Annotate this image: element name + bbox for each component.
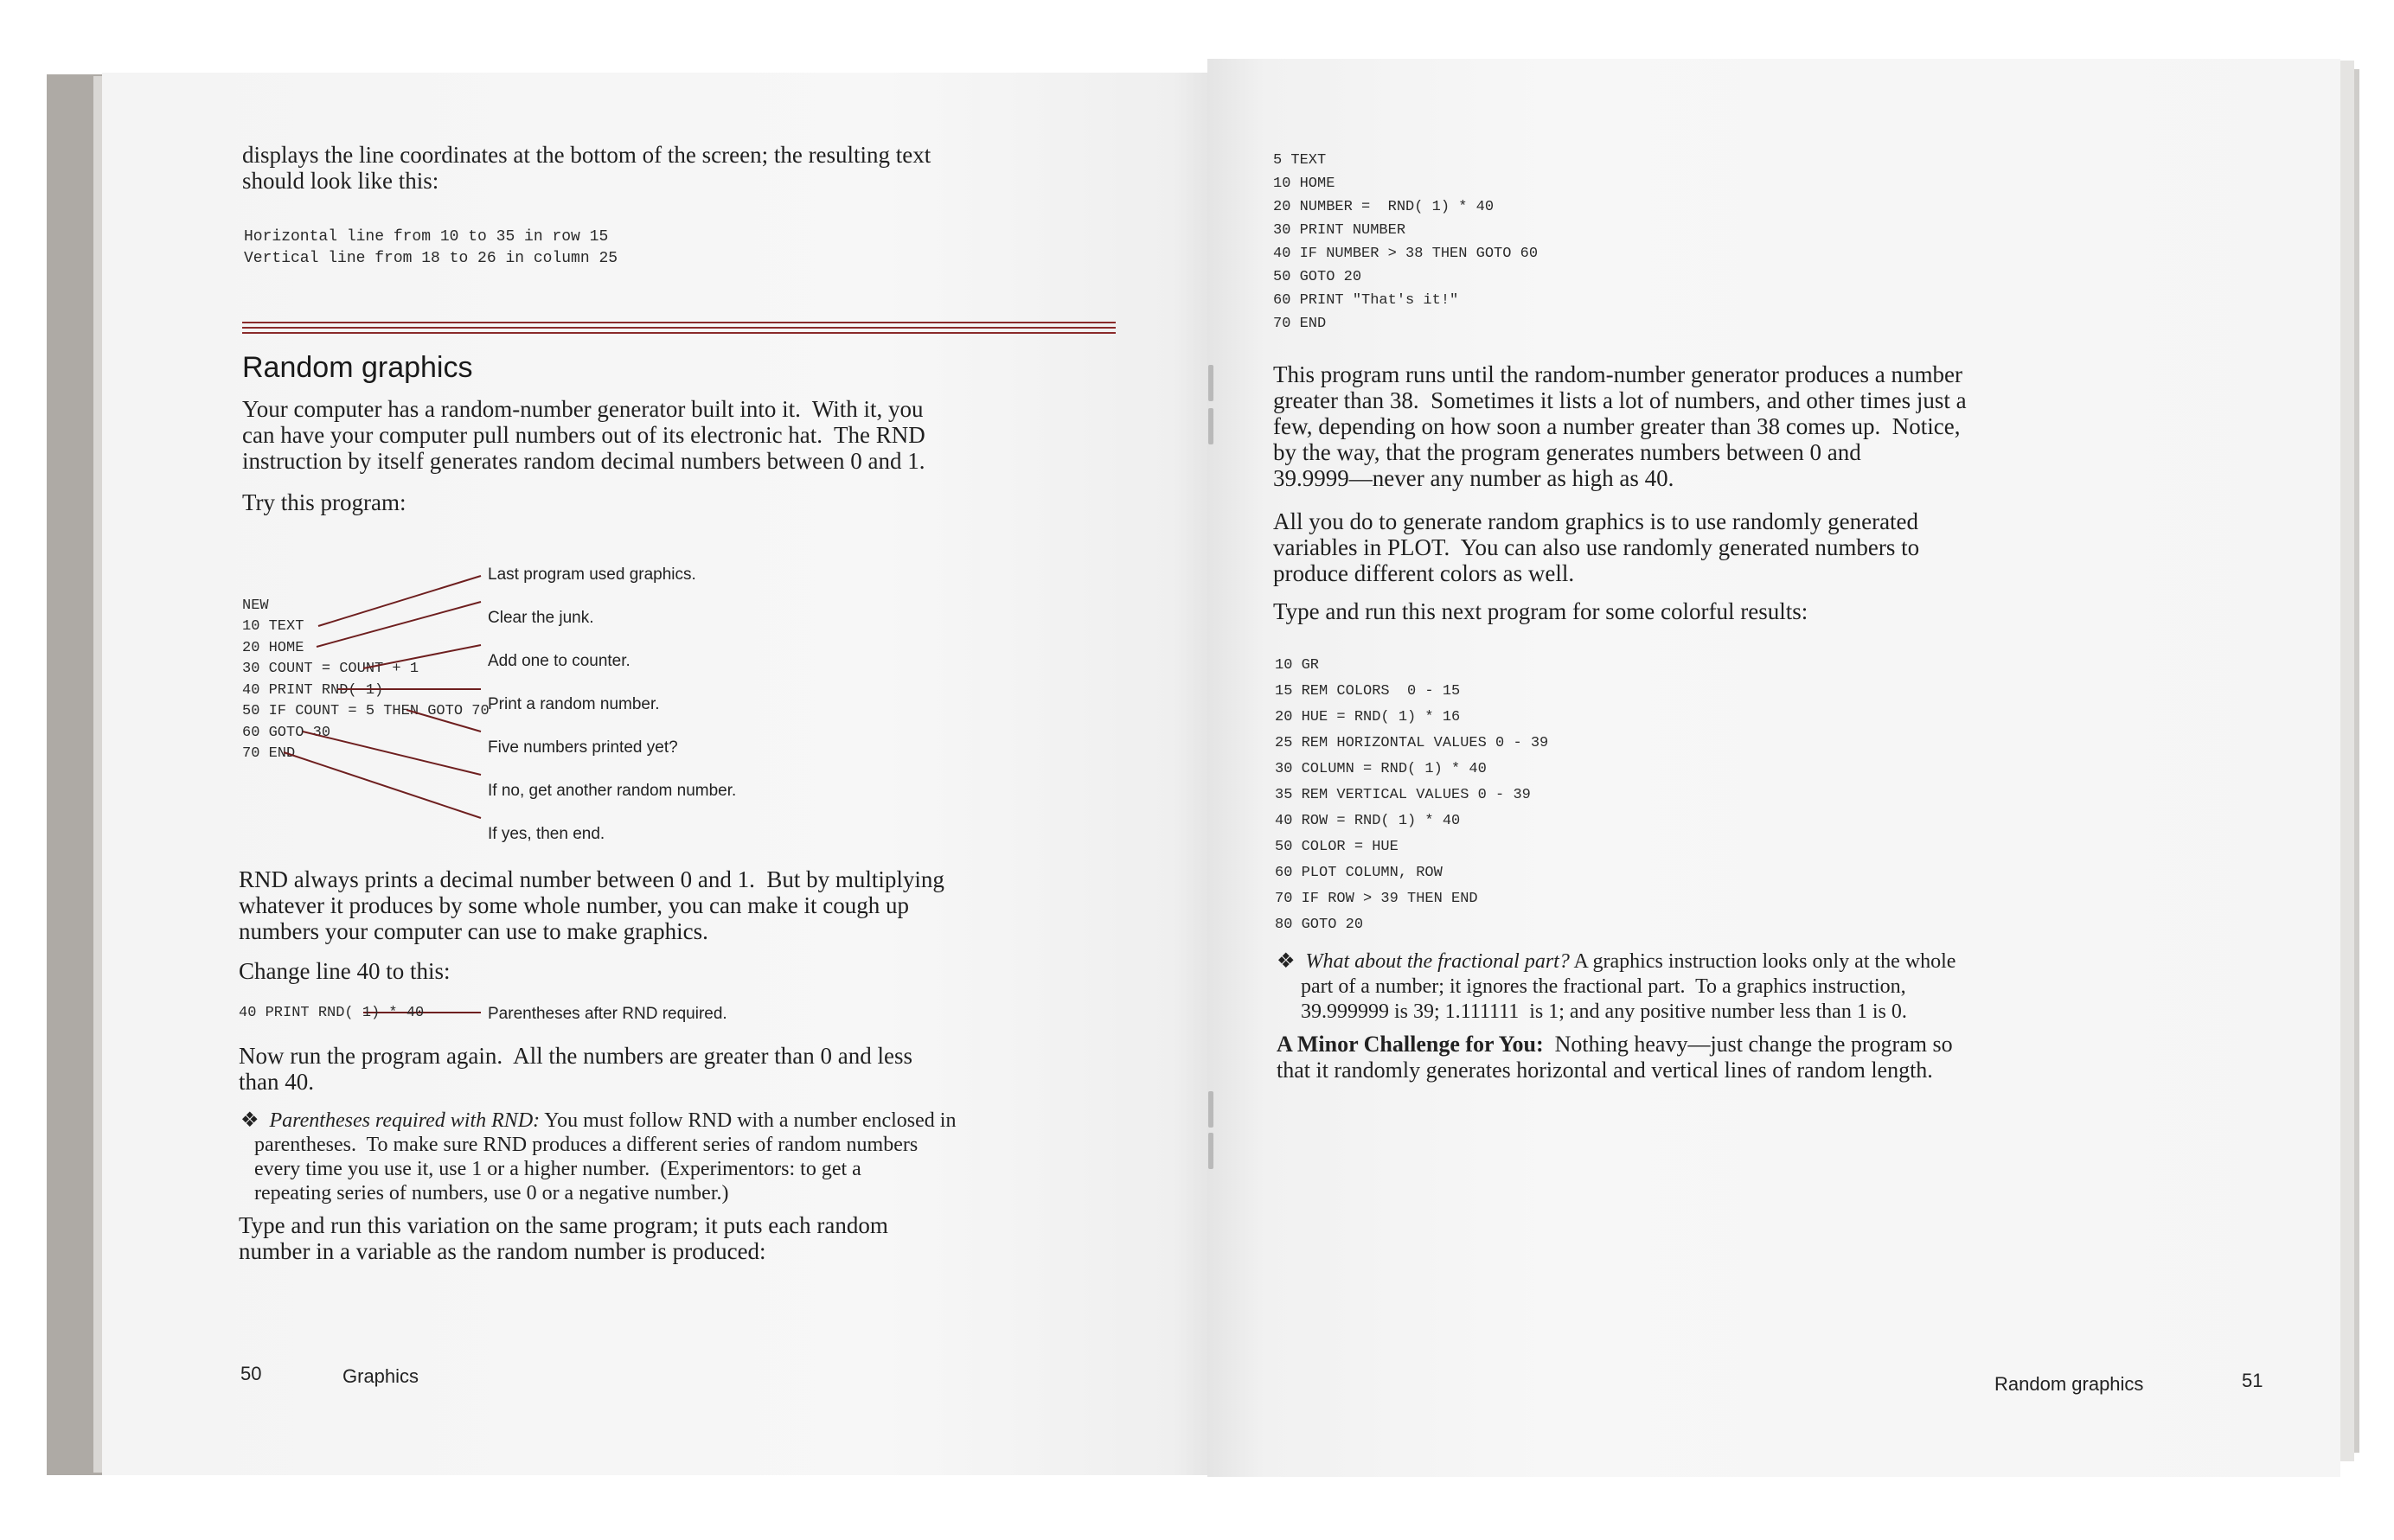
- challenge-title: A Minor Challenge for You:: [1277, 1032, 1544, 1057]
- para2-line-1: RND always prints a decimal number between 0 and 1. But by multiplying: [239, 866, 944, 892]
- change-code: 40 PRINT RND( 1) * 40: [239, 1005, 425, 1021]
- challenge-line-1: [1277, 1032, 1953, 1057]
- try-program-text: Try this program:: [242, 489, 406, 515]
- para1-line-1: Your computer has a random-number generator built into it. With it, you: [242, 396, 924, 422]
- para2-line-3: numbers your computer can use to make graphics.: [239, 918, 708, 944]
- para2-line-2: whatever it produces by some whole number, you can make it cough up: [239, 892, 909, 918]
- program3-line: 35 REM VERTICAL VALUES 0 - 39: [1275, 787, 1531, 803]
- program1-line: 10 TEXT: [242, 618, 304, 635]
- program1-line: 40 PRINT RND( 1): [242, 682, 384, 699]
- program2-line: 40 IF NUMBER > 38 THEN GOTO 60: [1273, 246, 1539, 262]
- program3-line: 10 GR: [1275, 657, 1320, 674]
- challenge-line-2: that it randomly generates horizontal and vertical lines of random length.: [1277, 1058, 1933, 1083]
- program3-line: 15 REM COLORS 0 - 15: [1275, 683, 1461, 700]
- right-note-title: What about the fractional part?: [1305, 950, 1570, 973]
- right-page: [1207, 59, 2340, 1477]
- program2-line: 50 GOTO 20: [1273, 269, 1362, 285]
- note-line-3: every time you use it, use 1 or a higher number. (Experimentors: to get a: [254, 1158, 861, 1180]
- right-para1-line-1: This program runs until the random-number generator produces a number: [1273, 361, 1963, 387]
- para1-line-2: can have your computer pull numbers out of its electronic hat. The RND: [242, 422, 925, 448]
- program2-line: 70 END: [1273, 316, 1327, 332]
- annotation-leader-lines: [102, 73, 1218, 1475]
- staple-bottom-2: [1208, 1133, 1213, 1169]
- program2-line: 20 NUMBER = RND( 1) * 40: [1273, 199, 1495, 215]
- program1-line: 70 END: [242, 745, 296, 762]
- program3-line: 70 IF ROW > 39 THEN END: [1275, 891, 1478, 907]
- right-para1-line-3: few, depending on how soon a number greater than 38 comes up. Notice,: [1273, 413, 1961, 439]
- annotation-5: Five numbers printed yet?: [488, 738, 678, 757]
- para3-line-2: than 40.: [239, 1069, 314, 1095]
- change-annotation: Parentheses after RND required.: [488, 1005, 727, 1023]
- note-line-2: parentheses. To make sure RND produces a different series of random numbers: [254, 1134, 919, 1156]
- right-para1-line-4: by the way, that the program generates numbers between 0 and: [1273, 439, 1861, 465]
- running-head-left: Graphics: [342, 1365, 419, 1387]
- program1-line: 30 COUNT = COUNT + 1: [242, 661, 419, 677]
- staple-top-1: [1208, 365, 1213, 401]
- right-note-line-3: 39.999999 is 39; 1.111111 is 1; and any positive number less than 1 is 0.: [1301, 1000, 1907, 1023]
- note-bullet-icon: ❖: [240, 1109, 259, 1132]
- annotation-2: Clear the junk.: [488, 609, 594, 627]
- annotation-4: Print a random number.: [488, 695, 660, 713]
- leader-line-2: [317, 602, 481, 647]
- leader-line-7: [284, 752, 481, 818]
- para4-line-2: number in a variable as the random number is produced:: [239, 1238, 766, 1264]
- left-page: [102, 73, 1218, 1475]
- program2-line: 10 HOME: [1273, 176, 1335, 192]
- annotation-1: Last program used graphics.: [488, 566, 696, 584]
- note-title: Parentheses required with RND:: [269, 1109, 541, 1132]
- program1-line: 50 IF COUNT = 5 THEN GOTO 70: [242, 703, 490, 719]
- program3-line: 30 COLUMN = RND( 1) * 40: [1275, 761, 1487, 777]
- intro-code-line-2: Vertical line from 18 to 26 in column 25: [244, 250, 618, 267]
- program3-line: 60 PLOT COLUMN, ROW: [1275, 865, 1443, 881]
- intro-code-line-1: Horizontal line from 10 to 35 in row 15: [244, 228, 609, 246]
- staple-bottom-1: [1208, 1091, 1213, 1128]
- leader-line-1: [318, 576, 481, 626]
- challenge-first-text: Nothing heavy—just change the program so: [1543, 1032, 1953, 1057]
- right-note-line-1: [1277, 949, 1956, 974]
- page-number-left: 50: [240, 1363, 262, 1384]
- program2-line: 5 TEXT: [1273, 152, 1327, 169]
- program3-line: 80 GOTO 20: [1275, 917, 1364, 933]
- right-para2-line-1: All you do to generate random graphics is to use randomly generated: [1273, 508, 1919, 534]
- note-line-4: repeating series of numbers, use 0 or a negative number.): [254, 1182, 729, 1205]
- section-heading: Random graphics: [242, 351, 473, 384]
- program2-line: 60 PRINT "That's it!": [1273, 292, 1459, 309]
- leader-line-5: [406, 710, 481, 732]
- right-para3: Type and run this next program for some colorful results:: [1273, 598, 1808, 624]
- annotation-6: If no, get another random number.: [488, 782, 737, 800]
- running-head-right: Random graphics: [1994, 1373, 2144, 1395]
- para1-line-3: instruction by itself generates random decimal numbers between 0 and 1.: [242, 448, 925, 474]
- program3-line: 25 REM HORIZONTAL VALUES 0 - 39: [1275, 735, 1549, 751]
- intro-line-2: should look like this:: [242, 168, 439, 194]
- right-para1-line-2: greater than 38. Sometimes it lists a lot of numbers, and other times just a: [1273, 387, 1967, 413]
- right-para2-line-3: produce different colors as well.: [1273, 560, 1575, 586]
- right-note-line-2: part of a number; it ignores the fractional part. To a graphics instruction,: [1301, 975, 1906, 998]
- program3-line: 20 HUE = RND( 1) * 16: [1275, 709, 1461, 725]
- right-para1-line-5: 39.9999—never any number as high as 40.: [1273, 465, 1674, 491]
- right-note-first-text: A graphics instruction looks only at the whole: [1569, 950, 1956, 973]
- program3-line: 40 ROW = RND( 1) * 40: [1275, 813, 1461, 829]
- intro-line-1: displays the line coordinates at the bottom of the screen; the resulting text: [242, 142, 931, 168]
- program1-line: 60 GOTO 30: [242, 725, 331, 741]
- program1-line: NEW: [242, 597, 269, 614]
- right-para2-line-2: variables in PLOT. You can also use randomly generated numbers to: [1273, 534, 1920, 560]
- note-line-1: [240, 1109, 956, 1133]
- right-note-bullet-icon: ❖: [1277, 950, 1296, 973]
- program2-line: 30 PRINT NUMBER: [1273, 222, 1406, 239]
- annotation-7: If yes, then end.: [488, 825, 605, 843]
- program1-line: 20 HOME: [242, 640, 304, 656]
- para4-line-1: Type and run this variation on the same program; it puts each random: [239, 1212, 888, 1238]
- program3-line: 50 COLOR = HUE: [1275, 839, 1399, 855]
- note-first-text: You must follow RND with a number enclosed in: [540, 1109, 957, 1132]
- staple-top-2: [1208, 408, 1213, 444]
- leader-line-3: [363, 645, 481, 668]
- para3-line-1: Now run the program again. All the numbers are greater than 0 and less: [239, 1043, 913, 1069]
- page-number-right: 51: [2242, 1370, 2263, 1391]
- change-line-text: Change line 40 to this:: [239, 958, 451, 984]
- annotation-3: Add one to counter.: [488, 652, 631, 670]
